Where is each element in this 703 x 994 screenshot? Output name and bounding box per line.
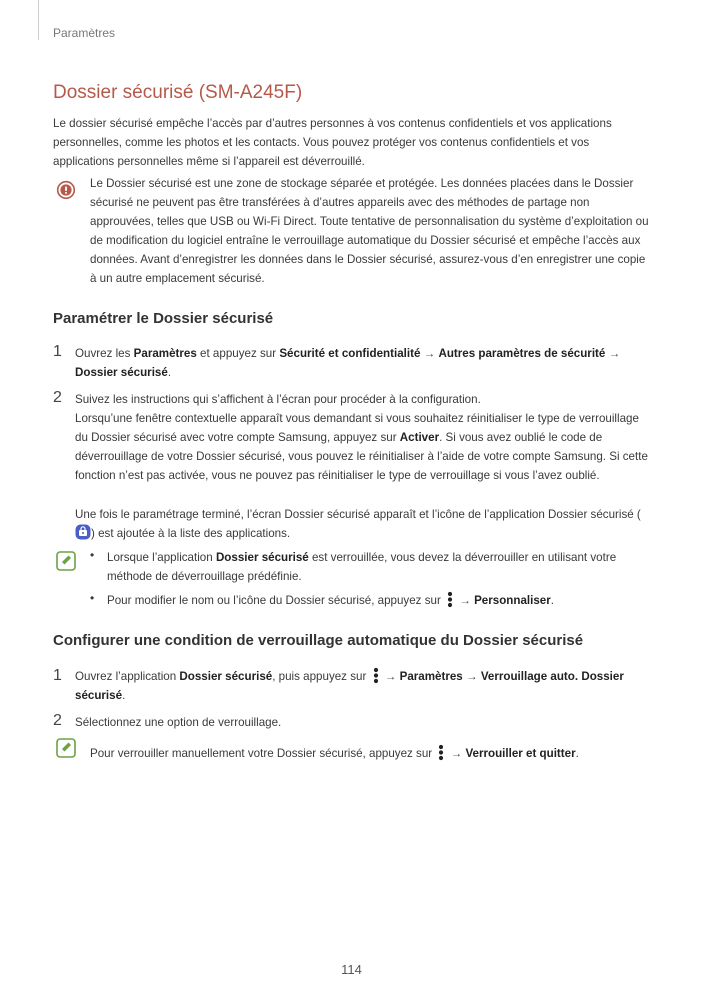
warning-text: Le Dossier sécurisé est une zone de stockage séparée et protégée. Les données placées dans le Dossier sécurisé ne peuvent pas être transférées à d’autres appareils avec des méthodes de partage non approuvées, telles que USB ou Wi-Fi Direct. Toute tentative de personnalisation du système d’exploitation ou de modification du logiciel entraîne le verrouillage automatique du Dossier sécurisé et empêche l’accès aux données. Avant d’enregistrer les données dans le Dossier sécurisé, assurez-vous d’en enregistrer une copie à un autre emplacement sécurisé. xyxy=(90,177,649,285)
warning-icon xyxy=(56,180,76,200)
section2-heading: Configurer une condition de verrouillage automatique du Dossier sécurisé xyxy=(53,632,584,649)
option-activer: Activer xyxy=(399,431,440,444)
step-number: 1 xyxy=(53,343,62,360)
menu-verrouillage-auto: Verrouillage auto. Dossier sécurisé xyxy=(75,670,624,702)
page-title: Dossier sécurisé (SM-A245F) xyxy=(53,82,303,103)
bullet: • xyxy=(90,548,95,562)
menu-autres-parametres: Autres paramètres de sécurité xyxy=(438,347,606,360)
option-verrouiller-quitter: Verrouiller et quitter xyxy=(465,747,576,760)
section2-step1: Ouvrez l’application Dossier sécurisé, puis appuyez sur → Paramètres → Verrouillage auto. Dossier sécurisé. xyxy=(75,667,650,705)
more-options-icon xyxy=(446,591,454,608)
page-number: 114 xyxy=(341,962,362,977)
section1-step2-details: Lorsqu’une fenêtre contextuelle apparaît vous demandant si vous souhaitez réinitialiser le type de verrouillage du Dossier sécurisé avec votre compte Samsung, appuyez sur Activer. Si vous avez oublié le code de déverrouillage de votre Dossier sécurisé, vous pouvez le réinitialiser à l’aide de votre compte Samsung. Si cette fonction n’est pas activée, vous ne pouvez pas réinitialiser le type de verrouillage si vous l’avez oublié. xyxy=(75,412,648,482)
menu-parametres: Paramètres xyxy=(399,670,463,683)
tip-icon xyxy=(56,551,76,571)
app-dossier-securise: Dossier sécurisé xyxy=(215,551,309,564)
tip-icon xyxy=(56,738,76,758)
menu-securite-confidentialite: Sécurité et confidentialité xyxy=(279,347,421,360)
app-dossier-securise: Dossier sécurisé xyxy=(179,670,273,683)
step-number: 2 xyxy=(53,712,62,729)
section1-step2-completion: Une fois le paramétrage terminé, l’écran Dossier sécurisé apparaît et l’icône de l’application Dossier sécurisé () est ajoutée à la liste des applications. xyxy=(75,508,641,540)
section-header: Paramètres xyxy=(53,26,116,40)
menu-dossier-securise: Dossier sécurisé xyxy=(75,366,168,379)
step-number: 1 xyxy=(53,667,62,684)
more-options-icon xyxy=(437,744,445,761)
section1-step2-line: Suivez les instructions qui s’affichent à l’écran pour procéder à la configuration. xyxy=(75,393,481,406)
intro-paragraph: Le dossier sécurisé empêche l’accès par d’autres personnes à vos contenus confidentiels et vos applications personnelles, comme les photos et les contacts. Vous pouvez protéger vos contenus confidentiels et vos applications personnelles même si l’appareil est déverrouillé. xyxy=(53,117,612,168)
header-rule xyxy=(38,0,39,40)
more-options-icon xyxy=(372,667,380,684)
secure-folder-app-icon xyxy=(75,524,91,540)
step-number: 2 xyxy=(53,389,62,406)
section2-step2: Sélectionnez une option de verrouillage. xyxy=(75,716,282,729)
section1-step1: Ouvrez les Paramètres et appuyez sur Sécurité et confidentialité → Autres paramètres de sécurité → Dossier sécurisé. xyxy=(75,347,621,379)
tip-locked-app: Lorsque l’application Dossier sécurisé est verrouillée, vous devez la déverrouiller en utilisant votre méthode de déverrouillage prédéfinie. xyxy=(107,551,617,583)
option-personnaliser: Personnaliser xyxy=(474,594,551,607)
menu-parametres: Paramètres xyxy=(133,347,197,360)
tip-customize: Pour modifier le nom ou l’icône du Dossier sécurisé, appuyez sur → Personnaliser. xyxy=(107,591,652,610)
bullet: • xyxy=(90,591,95,605)
tip-lock-manually: Pour verrouiller manuellement votre Dossier sécurisé, appuyez sur → Verrouiller et quitter. xyxy=(90,744,650,763)
section1-heading: Paramétrer le Dossier sécurisé xyxy=(53,310,274,327)
